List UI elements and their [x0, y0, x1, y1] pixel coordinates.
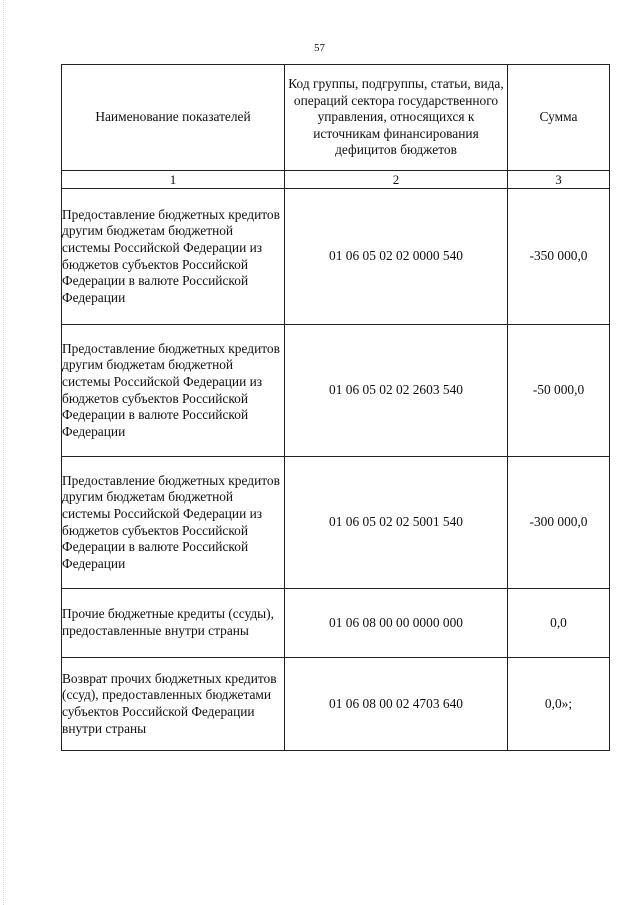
- row-name: Прочие бюджетные кредиты (ссуды), предоставленные внутри страны: [62, 589, 285, 658]
- header-amount: Сумма: [508, 65, 610, 171]
- row-code: 01 06 05 02 02 5001 540: [285, 457, 508, 589]
- column-number-row: [62, 171, 610, 189]
- row-code: 01 06 05 02 02 2603 540: [285, 325, 508, 457]
- row-code: 01 06 08 00 02 4703 640: [285, 658, 508, 751]
- table-row: [62, 325, 610, 457]
- row-name: Предоставление бюджетных кредитов другим бюджетам бюджетной системы Российской Федерации из бюджетов субъектов Российской Федерации в валюте Российской Федерации: [62, 189, 285, 325]
- header-code: Код группы, подгруппы, статьи, вида, операций сектора государственного управления, относящихся к источникам финансирования дефицитов бюджетов: [285, 65, 508, 171]
- header-name: Наименование показателей: [62, 65, 285, 171]
- column-number-3: 3: [508, 171, 610, 189]
- row-amount: -350 000,0: [508, 189, 610, 325]
- scan-edge-artifact: [3, 0, 4, 905]
- row-amount: 0,0: [508, 589, 610, 658]
- row-name: Возврат прочих бюджетных кредитов (ссуд), предоставленных бюджетами субъектов Российской Федерации внутри страны: [62, 658, 285, 751]
- row-code: 01 06 05 02 02 0000 540: [285, 189, 508, 325]
- column-number-1: 1: [62, 171, 285, 189]
- table-row: [62, 589, 610, 658]
- row-amount: 0,0»;: [508, 658, 610, 751]
- row-code: 01 06 08 00 00 0000 000: [285, 589, 508, 658]
- row-name: Предоставление бюджетных кредитов другим бюджетам бюджетной системы Российской Федерации из бюджетов субъектов Российской Федерации в валюте Российской Федерации: [62, 457, 285, 589]
- page-number: 57: [314, 42, 325, 54]
- table-row: [62, 189, 610, 325]
- table-row: [62, 457, 610, 589]
- table-row: [62, 658, 610, 751]
- column-number-2: 2: [285, 171, 508, 189]
- row-amount: -50 000,0: [508, 325, 610, 457]
- table-header-row: [62, 65, 610, 171]
- row-name: Предоставление бюджетных кредитов другим бюджетам бюджетной системы Российской Федерации из бюджетов субъектов Российской Федерации в валюте Российской Федерации: [62, 325, 285, 457]
- budget-sources-table: [61, 64, 610, 751]
- row-amount: -300 000,0: [508, 457, 610, 589]
